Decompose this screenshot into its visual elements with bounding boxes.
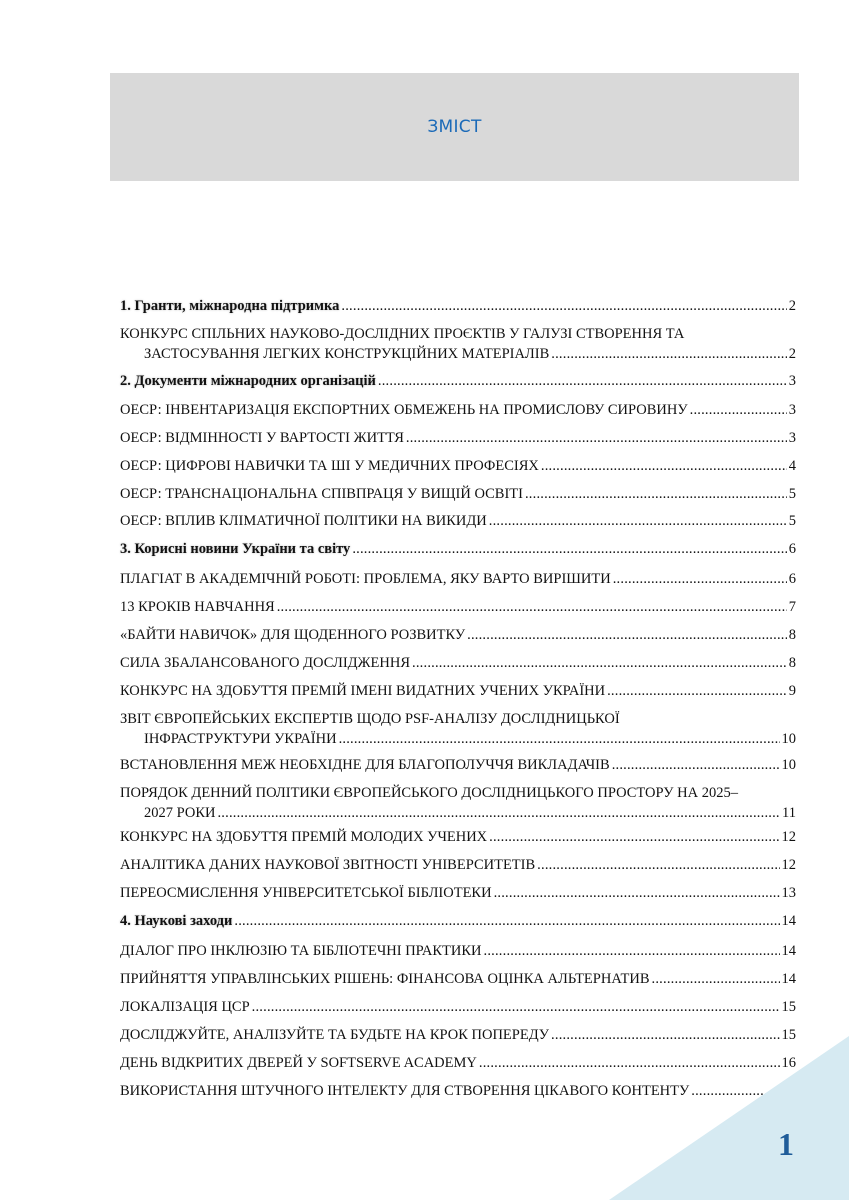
toc-entry[interactable] (120, 855, 796, 875)
toc-entry-title: ОЕСР: ІНВЕНТАРИЗАЦІЯ ЕКСПОРТНИХ ОБМЕЖЕНЬ НА ПРОМИСЛОВУ СИРОВИНУ (120, 402, 688, 418)
toc-leader-dots (690, 400, 787, 420)
toc-entry-title: 2. Документи міжнародних організацій (120, 373, 376, 389)
toc-leader-dots (494, 883, 780, 903)
toc-entry-page: 15 (781, 999, 796, 1015)
toc-leader-dots (489, 827, 779, 847)
toc-leader-dots (234, 911, 779, 931)
toc-entry-page: 10 (781, 731, 796, 747)
toc-entry-page: 14 (781, 971, 796, 987)
toc-entry-title: ОЕСР: ВПЛИВ КЛІМАТИЧНОЇ ПОЛІТИКИ НА ВИКИДИ (120, 513, 487, 529)
toc-entry-page: 13 (781, 885, 796, 901)
toc-entry[interactable] (120, 783, 796, 823)
toc-leader-dots (484, 941, 780, 961)
toc-leader-dots (352, 539, 786, 559)
toc-entry-title: ДЕНЬ ВІДКРИТИХ ДВЕРЕЙ У SOFTSERVE ACADEMY (120, 1055, 477, 1071)
toc-entry-page: 5 (788, 486, 796, 502)
toc-leader-dots (252, 997, 780, 1017)
toc-entry-page: 7 (788, 599, 796, 615)
toc-entry-page: 4 (788, 458, 796, 474)
toc-entry-title-line1: КОНКУРС СПІЛЬНИХ НАУКОВО-ДОСЛІДНИХ ПРОЄКТІВ У ГАЛУЗІ СТВОРЕННЯ ТА (120, 326, 685, 342)
toc-entry-page: 14 (781, 943, 796, 959)
toc-entry[interactable] (120, 941, 796, 961)
toc-entry-page: 15 (781, 1027, 796, 1043)
toc-entry-title: АНАЛІТИКА ДАНИХ НАУКОВОЇ ЗВІТНОСТІ УНІВЕРСИТЕТІВ (120, 857, 536, 873)
toc-leader-dots (277, 597, 787, 617)
toc-entry-title: ПЕРЕОСМИСЛЕННЯ УНІВЕРСИТЕТСЬКОЇ БІБЛІОТЕКИ (120, 885, 492, 901)
toc-leader-dots (341, 296, 786, 316)
toc-section-entry[interactable] (120, 911, 796, 931)
toc-entry-page: 12 (781, 829, 796, 845)
toc-section-entry[interactable] (120, 296, 796, 316)
toc-leader-dots (551, 344, 786, 364)
toc-entry-title: ОЕСР: ТРАНСНАЦІОНАЛЬНА СПІВПРАЦЯ У ВИЩІЙ ОСВІТІ (120, 486, 523, 502)
toc-entry-page: 2 (788, 346, 796, 362)
toc-entry[interactable] (120, 681, 796, 701)
toc-header-box (110, 73, 799, 181)
toc-entry[interactable] (120, 653, 796, 673)
corner-decoration (609, 1036, 849, 1200)
toc-entry[interactable] (120, 997, 796, 1017)
toc-leader-dots (217, 803, 780, 823)
toc-entry-title: «БАЙТИ НАВИЧОК» ДЛЯ ЩОДЕННОГО РОЗВИТКУ (120, 627, 466, 643)
toc-entry-title: ІНФРАСТРУКТУРИ УКРАЇНИ (144, 731, 337, 747)
toc-entry-title: ВСТАНОВЛЕННЯ МЕЖ НЕОБХІДНЕ ДЛЯ БЛАГОПОЛУЧЧЯ ВИКЛАДАЧІВ (120, 757, 610, 773)
toc-entry[interactable] (120, 400, 796, 420)
toc-entry-page: 3 (788, 402, 796, 418)
toc-entry-title: ВИКОРИСТАННЯ ШТУЧНОГО ІНТЕЛЕКТУ ДЛЯ СТВОРЕННЯ ЦІКАВОГО КОНТЕНТУ (120, 1083, 690, 1099)
toc-entry-page: 8 (788, 627, 796, 643)
toc-entry-title: СИЛА ЗБАЛАНСОВАНОГО ДОСЛІДЖЕННЯ (120, 655, 411, 671)
toc-entry-title: КОНКУРС НА ЗДОБУТТЯ ПРЕМІЙ ІМЕНІ ВИДАТНИХ УЧЕНИХ УКРАЇНИ (120, 683, 606, 699)
toc-entry[interactable] (120, 883, 796, 903)
toc-entry[interactable] (120, 569, 796, 589)
toc-entry-title: ДОСЛІДЖУЙТЕ, АНАЛІЗУЙТЕ ТА БУДЬТЕ НА КРОК ПОПЕРЕДУ (120, 1027, 550, 1043)
toc-leader-dots (652, 969, 780, 989)
toc-entry-title-line1: ЗВІТ ЄВРОПЕЙСЬКИХ ЕКСПЕРТІВ ЩОДО PSF-АНАЛІЗУ ДОСЛІДНИЦЬКОЇ (120, 711, 620, 727)
toc-leader-dots (537, 855, 779, 875)
toc-entry-page: 5 (788, 513, 796, 529)
toc-leader-dots (406, 428, 787, 448)
toc-entry-title: ОЕСР: ЦИФРОВІ НАВИЧКИ ТА ШІ У МЕДИЧНИХ ПРОФЕСІЯХ (120, 458, 539, 474)
toc-entry-page: 6 (788, 571, 796, 587)
toc-entry-title: 3. Корисні новини України та світу (120, 541, 351, 557)
toc-section-entry[interactable] (120, 539, 796, 559)
toc-entry[interactable] (120, 428, 796, 448)
toc-leader-dots (378, 371, 787, 391)
toc-entry[interactable] (120, 511, 796, 531)
page-number: 1 (778, 1126, 794, 1162)
toc-entry-title: ЛОКАЛІЗАЦІЯ ЦСР (120, 999, 250, 1015)
toc-entry[interactable] (120, 625, 796, 645)
toc-entry-title: ЗАСТОСУВАННЯ ЛЕГКИХ КОНСТРУКЦІЙНИХ МАТЕРІАЛІВ (144, 346, 550, 362)
toc-leader-dots (489, 511, 787, 531)
toc-entry-title: КОНКУРС НА ЗДОБУТТЯ ПРЕМІЙ МОЛОДИХ УЧЕНИХ (120, 829, 488, 845)
toc-entry-page: 16 (781, 1055, 796, 1071)
toc-entry-page: 3 (788, 430, 796, 446)
toc-leader-dots (607, 681, 787, 701)
toc-entry-title: ПЛАГІАТ В АКАДЕМІЧНІЙ РОБОТІ: ПРОБЛЕМА, ЯКУ ВАРТО ВИРІШИТИ (120, 571, 611, 587)
toc-entry-page: 6 (788, 541, 796, 557)
toc-section-entry[interactable] (120, 371, 796, 391)
toc-entry-page: 3 (788, 373, 796, 389)
toc-entry-title: ДІАЛОГ ПРО ІНКЛЮЗІЮ ТА БІБЛІОТЕЧНІ ПРАКТИКИ (120, 943, 482, 959)
toc-entry-title: 1. Гранти, міжнародна підтримка (120, 298, 340, 314)
toc-leader-dots (339, 729, 780, 749)
toc-entry[interactable] (120, 324, 796, 364)
toc-leader-dots (412, 653, 787, 673)
toc-entry-title-line1: ПОРЯДОК ДЕННИЙ ПОЛІТИКИ ЄВРОПЕЙСЬКОГО ДОСЛІДНИЦЬКОГО ПРОСТОРУ НА 2025– (120, 785, 738, 801)
toc-entry[interactable] (120, 827, 796, 847)
toc-entry-page: 8 (788, 655, 796, 671)
toc-entry[interactable] (120, 969, 796, 989)
toc-entry-page: 10 (781, 757, 796, 773)
toc-entry-title: 2027 РОКИ (144, 805, 216, 821)
toc-leader-dots (525, 484, 787, 504)
toc-entry[interactable] (120, 456, 796, 476)
toc-entry[interactable] (120, 484, 796, 504)
toc-title: ЗМІСТ (427, 117, 482, 137)
toc-leader-dots (612, 755, 780, 775)
toc-entry[interactable] (120, 755, 796, 775)
toc-leader-dots (541, 456, 787, 476)
toc-entry[interactable] (120, 597, 796, 617)
toc-leader-dots (613, 569, 787, 589)
toc-leader-dots (467, 625, 787, 645)
toc-entry-page: 2 (788, 298, 796, 314)
toc-entry-title: 4. Наукові заходи (120, 913, 233, 929)
toc-entry-page: 12 (781, 857, 796, 873)
toc-entry-title: 13 КРОКІВ НАВЧАННЯ (120, 599, 275, 615)
toc-entry[interactable] (120, 709, 796, 749)
toc-entry-page: 14 (781, 913, 796, 929)
toc-entry-title: ПРИЙНЯТТЯ УПРАВЛІНСЬКИХ РІШЕНЬ: ФІНАНСОВА ОЦІНКА АЛЬТЕРНАТИВ (120, 971, 650, 987)
toc-entry-title: ОЕСР: ВІДМІННОСТІ У ВАРТОСТІ ЖИТТЯ (120, 430, 404, 446)
toc-entry-page: 11 (782, 805, 796, 821)
toc-entry-page: 9 (788, 683, 796, 699)
